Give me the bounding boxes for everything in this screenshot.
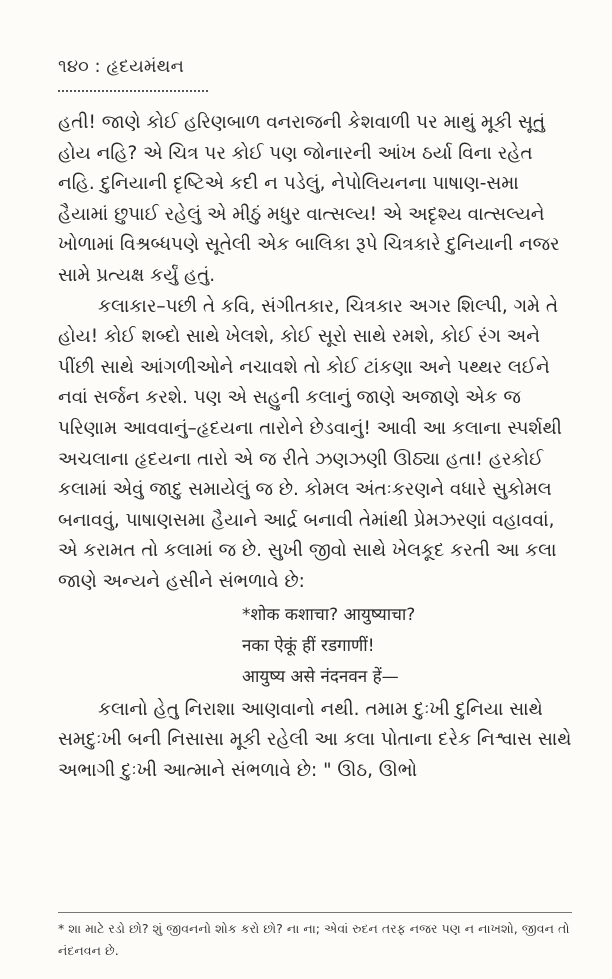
paragraph-3: કલાનો હેતુ નિરાશા આણવાનો નથી. તમામ દુઃખી દુનિયા સાથે સમદુઃખી બની નિસાસા મૂકી રહેલી આ કલા પોતાના દરેક નિશ્વાસ સાથે અભાગી દુઃખી આત્માને સંભળાવે છે: " ઊઠ, ઊભો — [58, 698, 572, 781]
footnote-divider — [58, 912, 572, 913]
page-header: ૧૪૦ : હૃદયમંથન — [58, 56, 184, 77]
page-body — [58, 108, 572, 786]
paragraph-1: હતી! જાણે કોઈ હરિણબાળ વનરાજની કેશવાળી પર માથું મૂકી સૂતું હોય નહિ? એ ચિત્ર પર કોઈ પણ જોનારની આંખ ઠર્યા વિના રહેત નહિ. દુનિયાની દૃષ્ટિએ કદી ન પડેલું, નેપોલિયનના પાષાણ-સમા હૈયામાં છુપાઈ રહેલું એ મીઠું મધુર વાત્સલ્ય! એ અદૃશ્ય વાત્સલ્યને ખોળામાં વિશ્રબ્ધપણે સૂતેલી એક બાલિકા રૂપે ચિત્રકારે દુનિયાની નજર સામે પ્રત્યક્ષ કર્યું હતું. — [58, 112, 560, 286]
header-divider — [58, 86, 208, 92]
verse-line-3: आयुष्य असे नंदनवन हें— — [242, 666, 399, 687]
verse-line-1: *शोक कशाचा? आयुष्याचा? — [242, 604, 416, 625]
paragraph-2: કલાકાર–પછી તે કવિ, સંગીતકાર, ચિત્રકાર અગર શિલ્પી, ગમે તે હોય! કોઈ શબ્દો સાથે ખેલશે, કોઈ સૂરો સાથે રમશે, કોઈ રંગ અને પીંછી સાથે આંગળીઓને નચાવશે તો કોઈ ટાંકણા અને પથ્થર લઈને નવાં સર્જન કરશે. પણ એ સહુની કલાનું જાણે અજાણે એક જ પરિણામ આવવાનું–હૃદયના તારોને છેડવાનું! આવી આ કલાના સ્પર્શથી અચલાના હૃદયના તારો એ જ રીતે ઝણઝણી ઊઠ્યા હતા! હરકોઈ કલામાં એવું જાદુ સમાયેલું જ છે. કોમલ અંતઃકરણને વધારે સુકોમલ બનાવવું, પાષાણસમા હૈયાને આર્દ્ર બનાવી તેમાંથી પ્રેમઝરણાં વહાવવાં, એ કરામત તો કલામાં જ છે. સુખી જીવો સાથે ખેલકૂદ કરતી આ કલા જાણે અન્યને હસીને સંભળાવે છે: — [58, 295, 562, 592]
footnote: * શા માટે રડો છો? શું જીવનનો શોક કરો છો? ના ના; એવાં રુદન તરફ નજર પણ ન નાખશો, જીવન તો નંદનવન છે. — [58, 921, 570, 958]
marathi-verse — [58, 600, 572, 693]
verse-line-2: नका ऐकूं हीं रडगाणीं! — [242, 635, 375, 656]
